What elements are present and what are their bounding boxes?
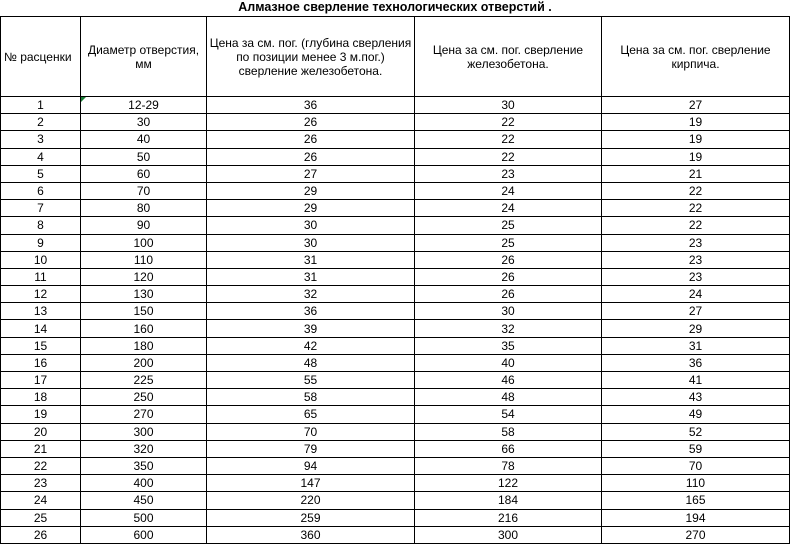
cell-rate-number[interactable]: 2	[1, 114, 81, 131]
table-row	[1, 234, 790, 251]
table-row	[1, 217, 790, 234]
cell-price-concrete-shallow[interactable]: 26	[207, 131, 415, 148]
cell-price-brick[interactable]: 21	[602, 165, 790, 182]
cell-rate-number[interactable]: 10	[1, 251, 81, 268]
cell-price-brick[interactable]: 41	[602, 372, 790, 389]
cell-price-concrete-shallow[interactable]: 147	[207, 475, 415, 492]
cell-rate-number[interactable]: 5	[1, 165, 81, 182]
cell-rate-number[interactable]: 6	[1, 182, 81, 199]
table-row	[1, 97, 790, 114]
cell-price-concrete[interactable]: 300	[415, 526, 602, 543]
cell-hole-diameter[interactable]: 350	[81, 457, 207, 474]
cell-rate-number[interactable]: 12	[1, 286, 81, 303]
cell-price-concrete-shallow[interactable]: 39	[207, 320, 415, 337]
cell-price-brick[interactable]: 27	[602, 303, 790, 320]
cell-price-brick[interactable]: 165	[602, 492, 790, 509]
cell-hole-diameter[interactable]: 150	[81, 303, 207, 320]
cell-hole-diameter[interactable]: 450	[81, 492, 207, 509]
table-row	[1, 182, 790, 199]
cell-hole-diameter[interactable]: 270	[81, 406, 207, 423]
table-row	[1, 389, 790, 406]
cell-rate-number[interactable]: 21	[1, 440, 81, 457]
cell-rate-number[interactable]: 14	[1, 320, 81, 337]
cell-rate-number[interactable]: 26	[1, 526, 81, 543]
table-row	[1, 268, 790, 285]
cell-price-concrete-shallow[interactable]: 30	[207, 234, 415, 251]
cell-price-concrete[interactable]: 35	[415, 337, 602, 354]
cell-hole-diameter[interactable]: 100	[81, 234, 207, 251]
cell-rate-number[interactable]: 20	[1, 423, 81, 440]
cell-price-concrete[interactable]: 23	[415, 165, 602, 182]
table-row	[1, 406, 790, 423]
table-row	[1, 526, 790, 543]
cell-rate-number[interactable]: 22	[1, 457, 81, 474]
table-row	[1, 509, 790, 526]
cell-rate-number[interactable]: 24	[1, 492, 81, 509]
cell-price-brick[interactable]: 29	[602, 320, 790, 337]
cell-price-brick[interactable]: 36	[602, 354, 790, 371]
cell-price-concrete[interactable]: 25	[415, 234, 602, 251]
cell-price-concrete-shallow[interactable]: 360	[207, 526, 415, 543]
table-row	[1, 165, 790, 182]
cell-price-concrete[interactable]: 25	[415, 217, 602, 234]
cell-price-concrete[interactable]: 24	[415, 200, 602, 217]
cell-price-concrete-shallow[interactable]: 26	[207, 114, 415, 131]
cell-price-concrete-shallow[interactable]: 94	[207, 457, 415, 474]
cell-hole-diameter[interactable]: 400	[81, 475, 207, 492]
cell-price-concrete-shallow[interactable]: 36	[207, 303, 415, 320]
cell-rate-number[interactable]: 4	[1, 148, 81, 165]
cell-price-brick[interactable]: 59	[602, 440, 790, 457]
header-price-brick[interactable]: Цена за см. пог. сверление кирпича.	[602, 17, 790, 97]
table-row	[1, 440, 790, 457]
header-price-concrete-shallow[interactable]: Цена за см. пог. (глубина сверления по позиции менее 3 м.пог.) сверление железобетона.	[207, 17, 415, 97]
cell-price-brick[interactable]: 49	[602, 406, 790, 423]
cell-hole-diameter[interactable]: 50	[81, 148, 207, 165]
cell-price-brick[interactable]: 43	[602, 389, 790, 406]
cell-rate-number[interactable]: 9	[1, 234, 81, 251]
cell-hole-diameter[interactable]: 110	[81, 251, 207, 268]
table-row	[1, 337, 790, 354]
cell-price-concrete-shallow[interactable]: 58	[207, 389, 415, 406]
cell-hole-diameter[interactable]: 225	[81, 372, 207, 389]
cell-hole-diameter[interactable]: 320	[81, 440, 207, 457]
cell-price-brick[interactable]: 194	[602, 509, 790, 526]
cell-price-concrete[interactable]: 40	[415, 354, 602, 371]
cell-price-concrete-shallow[interactable]: 70	[207, 423, 415, 440]
cell-rate-number[interactable]: 23	[1, 475, 81, 492]
cell-price-brick[interactable]: 19	[602, 131, 790, 148]
cell-price-brick[interactable]: 52	[602, 423, 790, 440]
cell-price-brick[interactable]: 27	[602, 97, 790, 114]
cell-price-concrete[interactable]: 22	[415, 131, 602, 148]
cell-hole-diameter[interactable]: 70	[81, 182, 207, 199]
cell-hole-diameter[interactable]: 60	[81, 165, 207, 182]
cell-price-concrete-shallow[interactable]: 29	[207, 182, 415, 199]
cell-rate-number[interactable]: 3	[1, 131, 81, 148]
cell-price-concrete[interactable]: 26	[415, 251, 602, 268]
table-row	[1, 114, 790, 131]
cell-price-brick[interactable]: 22	[602, 217, 790, 234]
cell-price-concrete[interactable]: 32	[415, 320, 602, 337]
table-body	[1, 97, 790, 544]
cell-price-concrete[interactable]: 26	[415, 268, 602, 285]
cell-hole-diameter[interactable]: 40	[81, 131, 207, 148]
cell-price-concrete-shallow[interactable]: 65	[207, 406, 415, 423]
cell-price-concrete[interactable]: 122	[415, 475, 602, 492]
cell-hole-diameter[interactable]	[81, 97, 207, 114]
cell-price-concrete-shallow[interactable]: 259	[207, 509, 415, 526]
cell-hole-diameter[interactable]: 300	[81, 423, 207, 440]
table-row	[1, 251, 790, 268]
cell-price-concrete-shallow[interactable]: 79	[207, 440, 415, 457]
cell-price-concrete-shallow[interactable]: 27	[207, 165, 415, 182]
cell-price-brick[interactable]: 22	[602, 182, 790, 199]
cell-hole-diameter[interactable]: 120	[81, 268, 207, 285]
cell-price-concrete[interactable]: 30	[415, 303, 602, 320]
cell-price-brick[interactable]: 19	[602, 148, 790, 165]
cell-price-concrete-shallow[interactable]: 32	[207, 286, 415, 303]
cell-price-concrete-shallow[interactable]: 48	[207, 354, 415, 371]
cell-price-brick[interactable]: 24	[602, 286, 790, 303]
cell-price-concrete[interactable]: 22	[415, 148, 602, 165]
cell-price-concrete-shallow[interactable]: 42	[207, 337, 415, 354]
table-row	[1, 475, 790, 492]
table-row	[1, 131, 790, 148]
cell-indicator-icon	[81, 97, 86, 102]
cell-price-concrete[interactable]: 24	[415, 182, 602, 199]
cell-hole-diameter[interactable]: 500	[81, 509, 207, 526]
cell-price-concrete[interactable]: 66	[415, 440, 602, 457]
cell-price-concrete[interactable]: 26	[415, 286, 602, 303]
table-row	[1, 303, 790, 320]
cell-price-brick[interactable]: 110	[602, 475, 790, 492]
cell-rate-number[interactable]: 1	[1, 97, 81, 114]
table-row	[1, 423, 790, 440]
cell-price-concrete-shallow[interactable]: 29	[207, 200, 415, 217]
header-price-concrete[interactable]: Цена за см. пог. сверление железобетона.	[415, 17, 602, 97]
cell-rate-number[interactable]: 18	[1, 389, 81, 406]
cell-rate-number[interactable]: 16	[1, 354, 81, 371]
cell-hole-diameter[interactable]: 90	[81, 217, 207, 234]
cell-price-concrete-shallow[interactable]: 220	[207, 492, 415, 509]
cell-rate-number[interactable]: 7	[1, 200, 81, 217]
cell-price-concrete-shallow[interactable]: 26	[207, 148, 415, 165]
cell-hole-diameter[interactable]: 30	[81, 114, 207, 131]
cell-price-brick[interactable]: 19	[602, 114, 790, 131]
cell-rate-number[interactable]: 8	[1, 217, 81, 234]
cell-hole-diameter[interactable]: 160	[81, 320, 207, 337]
cell-price-brick[interactable]: 23	[602, 251, 790, 268]
cell-hole-diameter[interactable]: 600	[81, 526, 207, 543]
cell-price-concrete[interactable]: 22	[415, 114, 602, 131]
table-row	[1, 200, 790, 217]
cell-rate-number[interactable]: 19	[1, 406, 81, 423]
cell-price-concrete-shallow[interactable]: 30	[207, 217, 415, 234]
cell-rate-number[interactable]: 25	[1, 509, 81, 526]
cell-price-concrete[interactable]: 30	[415, 97, 602, 114]
header-row	[1, 17, 790, 97]
cell-rate-number[interactable]: 13	[1, 303, 81, 320]
price-table	[0, 16, 790, 544]
cell-hole-diameter[interactable]: 80	[81, 200, 207, 217]
cell-rate-number[interactable]: 11	[1, 268, 81, 285]
table-row	[1, 354, 790, 371]
cell-hole-diameter[interactable]: 180	[81, 337, 207, 354]
cell-price-concrete[interactable]: 46	[415, 372, 602, 389]
cell-price-concrete-shallow[interactable]: 55	[207, 372, 415, 389]
table-row	[1, 457, 790, 474]
table-row	[1, 372, 790, 389]
header-hole-diameter[interactable]: Диаметр отверстия, мм	[81, 17, 207, 97]
table-row	[1, 148, 790, 165]
cell-price-concrete[interactable]: 216	[415, 509, 602, 526]
cell-hole-diameter[interactable]: 250	[81, 389, 207, 406]
table-row	[1, 320, 790, 337]
cell-price-concrete[interactable]: 58	[415, 423, 602, 440]
cell-price-concrete-shallow[interactable]: 36	[207, 97, 415, 114]
cell-price-brick[interactable]: 31	[602, 337, 790, 354]
cell-price-concrete-shallow[interactable]: 31	[207, 268, 415, 285]
table-row	[1, 492, 790, 509]
cell-price-brick[interactable]: 23	[602, 234, 790, 251]
table-row	[1, 286, 790, 303]
cell-price-concrete[interactable]: 48	[415, 389, 602, 406]
cell-hole-diameter[interactable]: 200	[81, 354, 207, 371]
cell-price-concrete[interactable]: 184	[415, 492, 602, 509]
cell-price-concrete[interactable]: 78	[415, 457, 602, 474]
cell-price-brick[interactable]: 70	[602, 457, 790, 474]
cell-price-concrete[interactable]: 54	[415, 406, 602, 423]
header-rate-number[interactable]: № расценки	[1, 17, 81, 97]
cell-hole-diameter[interactable]: 130	[81, 286, 207, 303]
cell-rate-number[interactable]: 17	[1, 372, 81, 389]
cell-text: 12-29	[128, 98, 159, 113]
cell-price-concrete-shallow[interactable]: 31	[207, 251, 415, 268]
cell-price-brick[interactable]: 23	[602, 268, 790, 285]
sheet-title: Алмазное сверление технологических отверстий .	[238, 0, 552, 14]
cell-price-brick[interactable]: 22	[602, 200, 790, 217]
cell-price-brick[interactable]: 270	[602, 526, 790, 543]
cell-rate-number[interactable]: 15	[1, 337, 81, 354]
